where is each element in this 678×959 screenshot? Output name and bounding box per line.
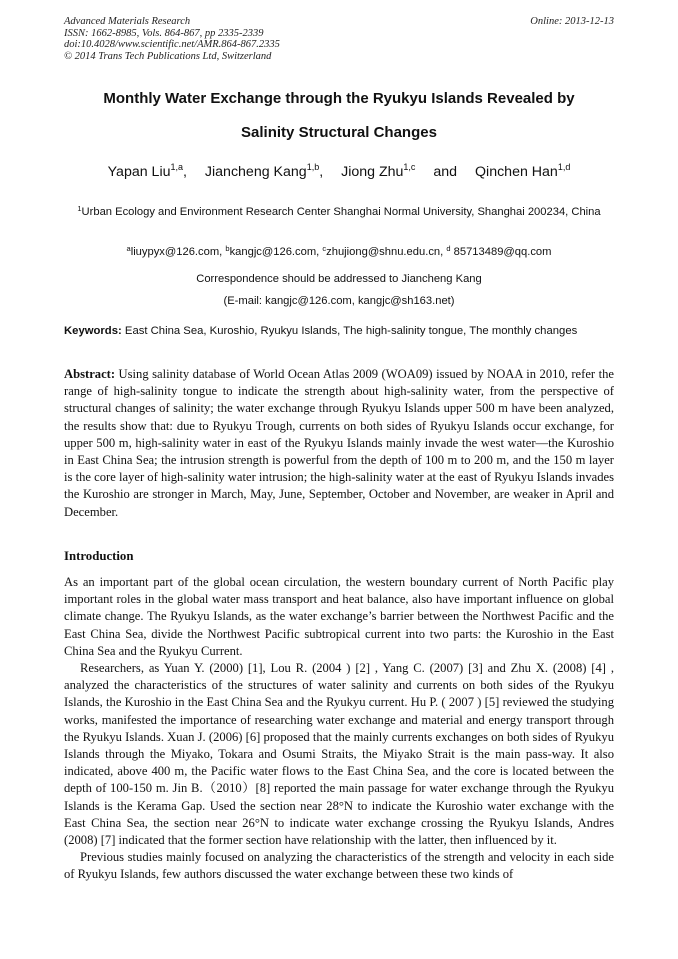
keywords	[64, 323, 614, 340]
paper-title-line-2: Salinity Structural Changes	[241, 124, 437, 141]
author-emails: $^a$liuypyx@126.com, $^b$kangjc@126.com, $^c$zhujiong@shnu.edu.cn, $^d$ 85713489@qq.com	[126, 244, 552, 258]
paragraph: Previous studies mainly focused on analyzing the characteristics of the strength and velocity in each side of Ryukyu Islands, few authors discussed the water exchange between these two kinds of	[64, 850, 614, 882]
author: Jiong Zhu$^{1,c}$	[341, 162, 416, 180]
journal-name: Advanced Materials Research	[64, 16, 191, 27]
issn-line: ISSN: 1662-8985, Vols. 864-867, pp 2335-2339	[64, 27, 264, 39]
paragraph: Researchers, as Yuan Y. (2000) [1], Lou R. (2004 ) [2] , Yang C. (2007) [3] and Zhu X. (2008) [4] , analyzed the characteristics of the structures of water salinity and currents on both sides of the Ryukyu Islands, the Kuroshio in the East China Sea and the Ryukyu current. Hu P. ( 2007 ) [5] reviewed the studying works, manifested the importance of researching water exchange and material and energy transport through the Ryukyu Islands. Xuan J. (2006) [6] proposed that the mainly currents exchanges on both sides of Ryukyu Islands through the Miyako, Tokara and Osumi Straits, the Miyako Strait is the main pass-way. It also indicated, above 400 m, the Pacific water flows to the East China Sea, and the core is located between the depth of 100-150 m. Jin B.（2010）[8] reported the main passage for water exchange through the Ryukyu Islands is the Kerama Gap. Used the section near 28°N to indicate the Kuroshio water exchange with the East China Sea, the section near 26°N to indicate water exchange crossing the Ryukyu Islands, Andres (2008) [7] indicated that the former section have relationship with the latter, then influenced by it.	[64, 661, 614, 848]
author: Yapan Liu$^{1,a}$,	[107, 162, 187, 180]
author-list	[64, 164, 614, 180]
paragraph: As an important part of the global ocean circulation, the western boundary current of North Pacific play important roles in the global water mass transport and heat balance, also have important influence on global climate change. The Ryukyu Islands, as the water exchange’s barrier between the Northwest Pacific and the East China Sea, divide the Northwest Pacific subtropical current into two parts: the Kuroshio in the East China Sea and the Ryukyu Current.	[64, 575, 614, 658]
paper-title-line-1: Monthly Water Exchange through the Ryukyu Islands Revealed by	[103, 90, 575, 107]
author: Qinchen Han$^{1,d}$	[475, 162, 571, 180]
correspondence-note: Correspondence should be addressed to Jiancheng Kang	[196, 273, 482, 285]
contact-emails: (E-mail: kangjc@126.com, kangjc@sh163.net)	[223, 295, 455, 307]
abstract-label: Abstract:	[64, 367, 116, 381]
abstract	[64, 366, 614, 521]
abstract-text: Using salinity database of World Ocean Atlas 2009 (WOA09) issued by NOAA in 2010, refer the range of high-salinity tongue to indicate the strength about high-salinity water, from the perspective of structural changes of salinity; the water exchange through Ryukyu Islands upper 500 m have been analyzed, the results show that: due to Ryukyu Trough, currents on both sides of Ryukyu Islands occur exchange, for upper 500 m, high-salinity water in east of the Ryukyu Islands mainly invade the west water—the Kuroshio in East China Sea; the intrusion strength is powerful from the depth of 100 m to 200 m, and the 150 m layer is the core layer of high-salinity water intrusion; the high-salinity water at the east of Ryukyu Islands invades the Kuroshio are stronger in March, May, June, September, October and November, are weaker in April and December.	[64, 367, 614, 519]
section-heading-introduction: Introduction	[64, 549, 134, 563]
author: Jiancheng Kang$^{1,b}$,	[204, 162, 324, 180]
online-date: Online: 2013-12-13	[530, 16, 614, 27]
author-conjunction: and	[433, 164, 458, 180]
journal-header	[64, 16, 614, 62]
doi-line: doi:10.4028/www.scientific.net/AMR.864-867.2335	[64, 39, 280, 51]
keywords-label: Keywords:	[64, 325, 122, 337]
affiliation: $^1$Urban Ecology and Environment Research Center Shanghai Normal University, Shanghai 200234, China	[77, 204, 601, 218]
introduction-body	[64, 574, 614, 884]
copyright-line: © 2014 Trans Tech Publications Ltd, Switzerland	[64, 50, 272, 62]
keywords-text: East China Sea, Kuroshio, Ryukyu Islands, The high-salinity tongue, The monthly changes	[121, 325, 578, 337]
